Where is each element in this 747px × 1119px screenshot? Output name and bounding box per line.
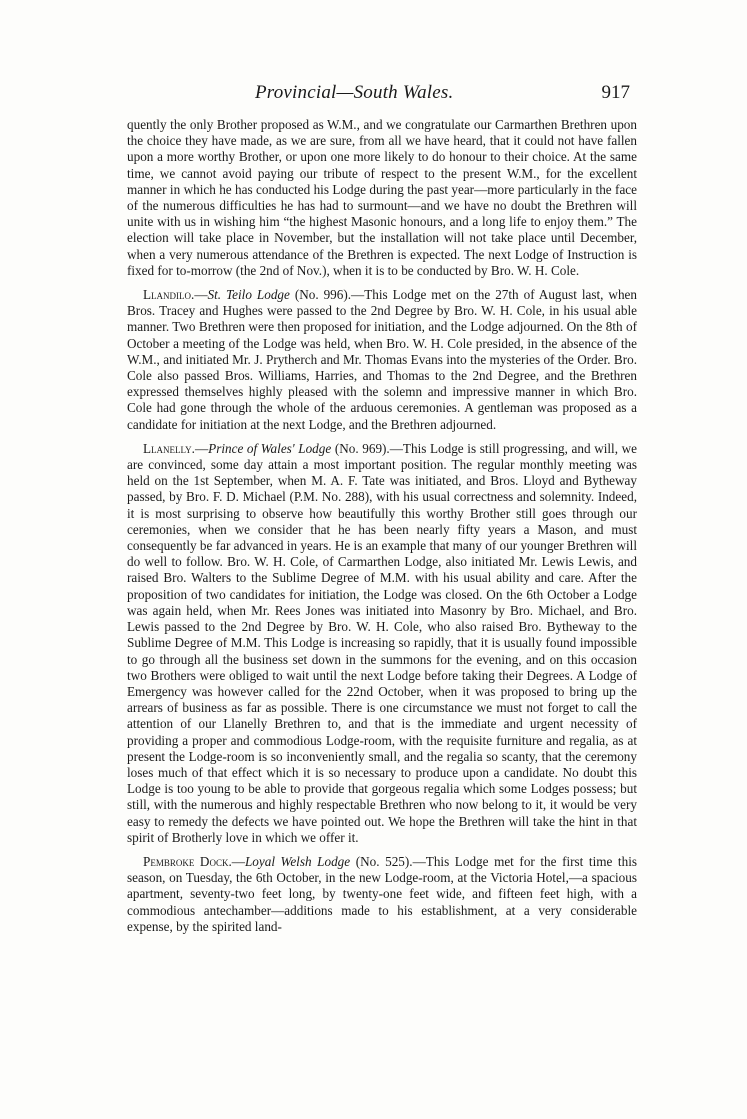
paragraph-llanelly: Llanelly.—Prince of Wales' Lodge (No. 969).—This Lodge is still progressing, and will, we are convinced, some day attain a most important position. The regular monthly meeting was held on the 1st September, when M. A. F. Tate was initiated, and Bros. Lloyd and Bytheway passed, by Bro. F. D. Michael (P.M. No. 288), with his usual correctness and solemnity. Indeed, it is most surprising to observe how beautifully this worthy Brother still goes through our ceremonies, when we consider that he has been nearly fifty years a Mason, and must consequently be far advanced in years. He is an example that many of our younger Brethren will do well to follow. Bro. W. H. Cole, of Carmarthen Lodge, also initiated Mr. Lewis Lewis, and raised Bro. Walters to the Sublime Degree of M.M. with his usual ability and care. After the proposition of two candidates for initiation, the Lodge was closed. On the 6th October a Lodge was again held, when Mr. Rees Jones was initiated into Masonry by Bro. Michael, and Bro. Lewis passed to the 2nd Degree by Bro. W. H. Cole, who also raised Bro. Bytheway to the Sublime Degree of M.M. This Lodge is increasing so rapidly, that it is usually found impossible to go through all the business set down in the summons for the evening, and on this occasion two Brothers were obliged to wait until the next Lodge before taking their Degrees. A Lodge of Emergency was however called for the 22nd October, when it was proposed to bring up the arrears of business as far as possible. There is one circumstance we must not forget to call the attention of our Llanelly Brethren to, and that is the immediate and urgent necessity of providing a proper and commodious Lodge-room, with the requisite furniture and regalia, as at present the Lodge-room is so inconveniently small, and the regalia so scanty, that the ceremony loses much of that effect which it is so necessary to produce upon a candidate. No doubt this Lodge is too young to be able to provide that gorgeous regalia which some Lodges possess; but still, with the numerous and highly respectable Brethren who now belong to it, it would be very easy to remedy the defects we have pointed out. We hope the Brethren will take the hint in that spirit of Brotherly love in which we offer it. [127, 440, 638, 845]
paragraph-text: (No. 996).—This Lodge met on the 27th of August last, when Bros. Tracey and Hughes were passed to the 2nd Degree by Bro. W. H. Cole, in his usual able manner. Two Brethren were then proposed for initiation, and the Lodge adjourned. On the 8th of October a meeting of the Lodge was held, when Bro. W. H. Cole presided, in the absence of the W.M., and initiated Mr. J. Prytherch and Mr. Thomas Evans into the mysteries of the Order. Bro. Cole also passed Bros. Williams, Harries, and Thomas to the 2nd Degree, and the Brethren expressed themselves highly pleased with the solemn and impressive manner in which Bro. Cole had gone through the whole of the arduous ceremonies. A gentleman was proposed as a candidate for initiation at the next Lodge, and the Brethren adjourned. [127, 287, 637, 432]
paragraph-text: quently the only Brother proposed as W.M., and we congratulate our Carmarthen Brethren upon the choice they have made, as we are sure, from all we have heard, that it could not have fallen upon a more worthy Brother, or upon one more likely to do honour to their choice. At the same time, we cannot avoid paying our tribute of respect to the present W.M., for the excellent manner in which he has conducted his Lodge during the past year—more particularly in the face of the numerous difficulties he has had to surmount—and we have no doubt the Brethren will unite with us in wishing him “the highest Masonic honours, and a long life to enjoy them.” The election will take place in November, but the installation will not take place until December, when a very numerous attendance of the Brethren is expected. The next Lodge of Instruction is fixed for to-morrow (the 2nd of Nov.), when it is to be conducted by Bro. W. H. Cole. [127, 117, 637, 278]
paragraph-text: (No. 525).—This Lodge met for the first time this season, on Tuesday, the 6th October, in the new Lodge-room, at the Victoria Hotel,—a spacious apartment, seventy-two feet long, by twenty-one feet wide, and fifteen feet high, with a commodious antechamber—additions made to his establishment, at a very considerable expense, by the spirited land- [127, 853, 637, 934]
lodge-name: Loyal Welsh Lodge [244, 853, 351, 869]
paragraph-pembroke-dock: Pembroke Dock.—Loyal Welsh Lodge (No. 525).—This Lodge met for the first time this season, on Tuesday, the 6th October, in the new Lodge-room, at the Victoria Hotel,—a spacious apartment, seventy-two feet long, by twenty-one feet wide, and fifteen feet high, with a commodious antechamber—additions made to his establishment, at a very considerable expense, by the spirited land- [127, 853, 637, 934]
page-number: 917 [601, 82, 630, 103]
article-body [127, 117, 637, 935]
paragraph-text: (No. 969).—This Lodge is still progressing, and will, we are convinced, some day attain a most important position. The regular monthly meeting was held on the 1st September, when M. A. F. Tate was initiated, and Bros. Lloyd and Bytheway passed, by Bro. F. D. Michael (P.M. No. 288), with his usual correctness and solemnity. Indeed, it is most surprising to observe how beautifully this worthy Brother still goes through our ceremonies, when we consider that he has been nearly fifty years a Mason, and must consequently be far advanced in years. He is an example that many of our younger Brethren will do well to follow. Bro. W. H. Cole, of Carmarthen Lodge, also initiated Mr. Lewis Lewis, and raised Bro. Walters to the Sublime Degree of M.M. with his usual ability and care. After the proposition of two candidates for initiation, the Lodge was closed. On the 6th October a Lodge was again held, when Mr. Rees Jones was initiated into Masonry by Bro. Michael, and Bro. Lewis passed to the 2nd Degree by Bro. W. H. Cole, who also raised Bro. Bytheway to the Sublime Degree of M.M. This Lodge is increasing so rapidly, that it is usually found impossible to go through all the business set down in the summons for the evening, and on this occasion two Brothers were obliged to wait until the next Lodge before taking their Degrees. A Lodge of Emergency was however called for the 22nd October, when it was proposed to bring up the arrears of business as far as possible. There is one circumstance we must not forget to call the attention of our Llanelly Brethren to, and that is the immediate and urgent necessity of providing a proper and commodious Lodge-room, with the requisite furniture and regalia, as at present the Lodge-room is so inconveniently small, and the regalia so scanty, that the ceremony loses much of that effect which it is so necessary to produce upon a candidate. No doubt this Lodge is too young to be able to provide that gorgeous regalia which some Lodges possess; but still, with the numerous and highly respectable Brethren who now belong to it, it would be very easy to remedy the defects we have pointed out. We hope the Brethren will take the hint in that spirit of Brotherly love in which we offer it. [127, 440, 638, 845]
lodge-name: Prince of Wales' Lodge [208, 440, 332, 456]
paragraph-llandilo: Llandilo.—St. Teilo Lodge (No. 996).—This Lodge met on the 27th of August last, when Bros. Tracey and Hughes were passed to the 2nd Degree by Bro. W. H. Cole, in his usual able manner. Two Brethren were then proposed for initiation, and the Lodge adjourned. On the 8th of October a meeting of the Lodge was held, when Bro. W. H. Cole presided, in the absence of the W.M., and initiated Mr. J. Prytherch and Mr. Thomas Evans into the mysteries of the Order. Bro. Cole also passed Bros. Williams, Harries, and Thomas to the 2nd Degree, and the Brethren expressed themselves highly pleased with the solemn and impressive manner in which Bro. Cole had gone through the whole of the arduous ceremonies. A gentleman was proposed as a candidate for initiation at the next Lodge, and the Brethren adjourned. [127, 287, 637, 432]
place-name: Llanelly. [143, 440, 195, 456]
place-name: Pembroke Dock. [143, 853, 232, 869]
place-name: Llandilo. [143, 287, 195, 303]
lodge-name: St. Teilo Lodge [207, 287, 290, 303]
running-title: Provincial—South Wales. [255, 82, 454, 103]
paragraph-continued [127, 117, 637, 279]
running-header [130, 82, 630, 112]
